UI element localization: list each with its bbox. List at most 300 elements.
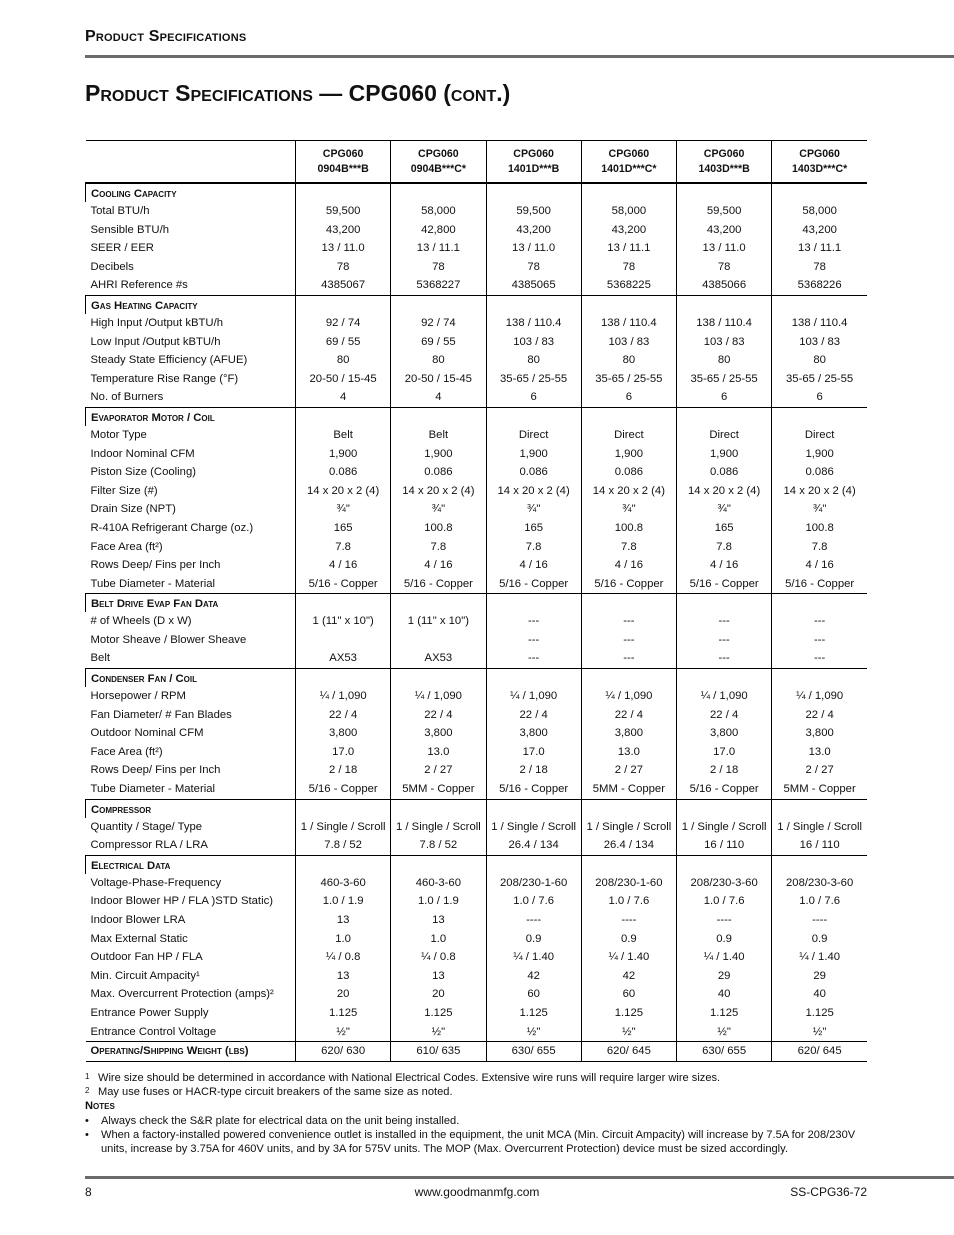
table-cell: 13 / 11.0 [677, 239, 772, 258]
row-label: Low Input /Output kBTU/h [90, 335, 221, 348]
row-label: Steady State Efficiency (AFUE) [90, 354, 248, 367]
section-gap-cell [677, 594, 772, 613]
table-cell: ¼ / 1.40 [772, 948, 867, 967]
table-cell: 1.0 / 7.6 [772, 892, 867, 911]
table-cell: 60 [581, 985, 676, 1004]
table-header-row [86, 141, 868, 184]
table-row [86, 649, 868, 668]
table-cell: ½" [486, 1023, 581, 1042]
section-gap-cell [486, 407, 581, 426]
section-header-row [86, 594, 868, 613]
table-cell: ¾" [391, 500, 486, 519]
row-label: Tube Diameter - Material [86, 780, 296, 799]
table-cell: 78 [296, 258, 391, 277]
section-gap-cell [677, 407, 772, 426]
table-cell: 80 [391, 351, 486, 370]
table-cell: ¼ / 1,090 [581, 687, 676, 706]
section-header-row [86, 295, 868, 314]
table-cell: --- [581, 631, 676, 650]
table-row [86, 519, 868, 538]
table-cell: --- [486, 612, 581, 631]
table-row [86, 1004, 868, 1023]
table-cell: 58,000 [391, 202, 486, 221]
table-cell: 1.0 [296, 930, 391, 949]
column-header-line: 1401D***C* [601, 162, 657, 175]
table-cell: 0.9 [486, 930, 581, 949]
table-cell: 0.086 [677, 463, 772, 482]
row-label: Fan Diameter/ # Fan Blades [90, 708, 232, 721]
table-cell: 35-65 / 25-55 [677, 370, 772, 389]
table-cell: 2 / 18 [296, 761, 391, 780]
table-cell: 3,800 [581, 724, 676, 743]
table-row [86, 370, 868, 389]
table-cell: 29 [677, 967, 772, 986]
footer-url[interactable]: www.goodmanmfg.com [414, 1185, 540, 1199]
table-cell: 4385065 [486, 276, 581, 295]
table-cell: 14 x 20 x 2 (4) [581, 482, 676, 501]
table-row [86, 687, 868, 706]
table-cell: 2 / 27 [391, 761, 486, 780]
table-row [86, 538, 868, 557]
table-row [86, 258, 868, 277]
table-cell: 1.0 / 7.6 [677, 892, 772, 911]
row-label: Max. Overcurrent Protection (amps)² [90, 988, 274, 1001]
table-cell: 1.125 [296, 1004, 391, 1023]
table-cell: 3,800 [772, 724, 867, 743]
table-cell: ¼ / 0.8 [391, 948, 486, 967]
note-text: Always check the S&R plate for electrical data on the unit being installed. [101, 1114, 460, 1127]
row-label: Motor Type [90, 428, 147, 441]
section-gap-cell [581, 183, 676, 202]
table-cell: 1 / Single / Scroll [391, 818, 486, 837]
section-gap-cell [296, 594, 391, 613]
table-cell: 29 [772, 967, 867, 986]
table-cell: 2 / 27 [581, 761, 676, 780]
table-cell: 14 x 20 x 2 (4) [391, 482, 486, 501]
row-label: Motor Sheave / Blower Sheave [90, 633, 247, 646]
table-cell: 1.0 [391, 930, 486, 949]
table-cell: 1.0 / 1.9 [391, 892, 486, 911]
table-cell: 138 / 110.4 [581, 314, 676, 333]
table-cell: ¼ / 1.40 [581, 948, 676, 967]
table-cell: 0.086 [581, 463, 676, 482]
section-title: Cooling Capacity [86, 183, 296, 202]
table-cell: 3,800 [391, 724, 486, 743]
table-cell: 69 / 55 [391, 333, 486, 352]
table-cell: --- [677, 649, 772, 668]
section-gap-cell [772, 669, 867, 688]
table-row [86, 631, 868, 650]
table-cell: 7.8 [486, 538, 581, 557]
section-gap-cell [772, 855, 867, 874]
table-row [86, 706, 868, 725]
column-header [296, 141, 391, 184]
table-cell: 14 x 20 x 2 (4) [772, 482, 867, 501]
table-cell: 1,900 [486, 445, 581, 464]
table-cell: 13.0 [581, 743, 676, 762]
table-cell: ¼ / 1,090 [772, 687, 867, 706]
column-header-line: 1403D***C* [791, 162, 848, 175]
table-cell: ---- [677, 911, 772, 930]
table-cell: 59,500 [486, 202, 581, 221]
table-cell: 103 / 83 [772, 333, 867, 352]
table-cell: 22 / 4 [486, 706, 581, 725]
table-cell: --- [772, 649, 867, 668]
table-cell: 13 [391, 967, 486, 986]
row-label: Total BTU/h [90, 205, 150, 217]
table-cell: 92 / 74 [391, 314, 486, 333]
section-title: Evaporator Motor / Coil [86, 407, 296, 426]
section-gap-cell [296, 799, 391, 818]
section-title: Condenser Fan / Coil [86, 669, 296, 688]
section-header-row [86, 799, 868, 818]
section-gap-cell [296, 407, 391, 426]
row-label: Operating/Shipping Weight (lbs) [86, 1042, 296, 1062]
table-cell: 43,200 [677, 221, 772, 240]
table-row [86, 276, 868, 295]
table-cell: 4 / 16 [391, 556, 486, 575]
table-cell: --- [581, 649, 676, 668]
table-cell: Direct [772, 426, 867, 445]
table-cell: 17.0 [296, 743, 391, 762]
table-cell: 5MM - Copper [581, 780, 676, 799]
weight-row [86, 1042, 868, 1062]
header-rule [85, 55, 954, 58]
footnotes [85, 1071, 875, 1156]
table-row [86, 351, 868, 370]
table-row [86, 780, 868, 799]
table-cell: 14 x 20 x 2 (4) [677, 482, 772, 501]
table-cell: 7.8 / 52 [391, 836, 486, 855]
table-cell: 7.8 [772, 538, 867, 557]
section-gap-cell [677, 669, 772, 688]
table-cell: 208/230-1-60 [486, 874, 581, 893]
table-row [86, 985, 868, 1004]
table-cell: --- [772, 631, 867, 650]
table-cell: 1,900 [677, 445, 772, 464]
table-cell: 208/230-1-60 [581, 874, 676, 893]
column-header [772, 141, 867, 184]
row-label: Outdoor Fan HP / FLA [90, 951, 203, 964]
section-gap-cell [772, 594, 867, 613]
table-cell: 7.8 [391, 538, 486, 557]
table-cell: ½" [296, 1023, 391, 1042]
table-row [86, 556, 868, 575]
table-cell: 1 / Single / Scroll [581, 818, 676, 837]
table-cell: 35-65 / 25-55 [772, 370, 867, 389]
table-cell: --- [677, 612, 772, 631]
table-cell: 3,800 [296, 724, 391, 743]
table-cell: 5368226 [772, 276, 867, 295]
table-cell: 1 / Single / Scroll [677, 818, 772, 837]
table-cell: 0.086 [772, 463, 867, 482]
table-cell: 2 / 27 [772, 761, 867, 780]
section-gap-cell [677, 183, 772, 202]
section-gap-cell [486, 183, 581, 202]
section-gap-cell [677, 855, 772, 874]
table-row [86, 500, 868, 519]
table-row [86, 426, 868, 445]
column-header-line: 0904B***B [317, 162, 369, 175]
table-cell: 42,800 [391, 221, 486, 240]
table-cell: 17.0 [677, 743, 772, 762]
section-gap-cell [677, 295, 772, 314]
section-gap-cell [391, 855, 486, 874]
table-cell: 7.8 [296, 538, 391, 557]
page-title: Product Specifications — CPG060 (cont.) [85, 80, 511, 106]
row-label: Entrance Control Voltage [86, 1023, 296, 1042]
table-cell: 630/ 655 [486, 1042, 581, 1062]
header-title: Product Specifications [85, 28, 247, 45]
table-cell: 20 [296, 985, 391, 1004]
table-cell: ½" [677, 1023, 772, 1042]
table-cell: 42 [581, 967, 676, 986]
section-gap-cell [391, 594, 486, 613]
table-cell: 13.0 [391, 743, 486, 762]
row-label: Temperature Rise Range (°F) [90, 372, 239, 385]
table-cell: 5/16 - Copper [296, 575, 391, 594]
table-cell: 14 x 20 x 2 (4) [486, 482, 581, 501]
table-row [86, 612, 868, 631]
table-cell: 103 / 83 [581, 333, 676, 352]
footnote [85, 1071, 875, 1085]
table-cell: Belt [296, 426, 391, 445]
column-header-line: 1403D***B [698, 162, 750, 175]
table-cell: ---- [581, 911, 676, 930]
table-cell: AX53 [391, 649, 486, 668]
section-header-row [86, 183, 868, 202]
section-title: Compressor [86, 799, 296, 818]
table-cell: 16 / 110 [772, 836, 867, 855]
table-cell: 4 / 16 [296, 556, 391, 575]
table-cell: 35-65 / 25-55 [581, 370, 676, 389]
table-cell: 13 / 11.0 [296, 239, 391, 258]
table-row [86, 202, 868, 221]
section-gap-cell [296, 183, 391, 202]
table-cell: 5/16 - Copper [581, 575, 676, 594]
section-gap-cell [391, 799, 486, 818]
row-label: Face Area (ft²) [90, 540, 163, 553]
table-cell: 80 [581, 351, 676, 370]
table-row [86, 836, 868, 855]
section-gap-cell [296, 295, 391, 314]
table-cell: 78 [677, 258, 772, 277]
row-label: No. of Burners [86, 388, 296, 407]
table-cell: 80 [772, 351, 867, 370]
section-gap-cell [581, 594, 676, 613]
row-label: Indoor Nominal CFM [90, 447, 195, 460]
table-cell: 69 / 55 [296, 333, 391, 352]
column-header-line: CPG060 [608, 147, 650, 160]
table-cell: 1,900 [391, 445, 486, 464]
column-header [581, 141, 676, 184]
table-cell: 208/230-3-60 [677, 874, 772, 893]
table-cell: 40 [772, 985, 867, 1004]
table-cell: 22 / 4 [677, 706, 772, 725]
table-cell: 22 / 4 [391, 706, 486, 725]
table-row [86, 930, 868, 949]
section-gap-cell [486, 669, 581, 688]
table-cell: 4385066 [677, 276, 772, 295]
table-cell: 4 [296, 388, 391, 407]
table-cell: ½" [391, 1023, 486, 1042]
table-cell: 103 / 83 [486, 333, 581, 352]
row-label: Tube Diameter - Material [86, 575, 296, 594]
table-cell: 620/ 630 [296, 1042, 391, 1062]
table-cell: 5/16 - Copper [486, 780, 581, 799]
table-cell: 78 [581, 258, 676, 277]
table-row [86, 1023, 868, 1042]
table-cell: 13 / 11.1 [581, 239, 676, 258]
section-gap-cell [391, 407, 486, 426]
table-cell: 0.086 [486, 463, 581, 482]
table-cell: 1.125 [581, 1004, 676, 1023]
table-cell: 165 [296, 519, 391, 538]
section-gap-cell [296, 855, 391, 874]
row-label: Indoor Blower HP / FLA )STD Static) [90, 895, 273, 908]
row-label: R-410A Refrigerant Charge (oz.) [90, 521, 254, 534]
section-gap-cell [581, 669, 676, 688]
row-label: Outdoor Nominal CFM [90, 727, 204, 740]
table-cell: 16 / 110 [677, 836, 772, 855]
section-gap-cell [486, 799, 581, 818]
row-label: Rows Deep/ Fins per Inch [90, 764, 221, 777]
table-cell: Direct [677, 426, 772, 445]
row-label: Belt [86, 649, 296, 668]
table-cell: 40 [677, 985, 772, 1004]
section-header-row [86, 407, 868, 426]
notes-title: Notes [85, 1100, 115, 1113]
section-gap-cell [772, 407, 867, 426]
column-header [391, 141, 486, 184]
column-header-line: CPG060 [418, 147, 459, 160]
table-cell: Belt [391, 426, 486, 445]
table-cell: 6 [772, 388, 867, 407]
table-cell: 0.086 [296, 463, 391, 482]
table-cell: 0.086 [391, 463, 486, 482]
table-cell: 620/ 645 [581, 1042, 676, 1062]
table-cell: 5MM - Copper [391, 780, 486, 799]
page-number: 8 [85, 1185, 92, 1199]
table-row [86, 724, 868, 743]
section-gap-cell [296, 669, 391, 688]
table-cell: 1,900 [581, 445, 676, 464]
note-item [85, 1114, 875, 1128]
table-cell: 80 [486, 351, 581, 370]
table-cell: 43,200 [581, 221, 676, 240]
row-label: Min. Circuit Ampacity¹ [90, 969, 200, 982]
table-cell: 5/16 - Copper [677, 575, 772, 594]
table-cell: 13 [391, 911, 486, 930]
table-row [86, 239, 868, 258]
table-cell: 2 / 18 [486, 761, 581, 780]
table-cell: 3,800 [486, 724, 581, 743]
table-cell: 80 [677, 351, 772, 370]
table-row [86, 575, 868, 594]
section-header-row [86, 669, 868, 688]
section-gap-cell [391, 669, 486, 688]
table-row [86, 388, 868, 407]
table-cell: 43,200 [486, 221, 581, 240]
section-gap-cell [772, 295, 867, 314]
table-cell: 0.9 [677, 930, 772, 949]
row-label: High Input /Output kBTU/h [90, 316, 223, 329]
table-cell: ¾" [581, 500, 676, 519]
column-header-line: CPG060 [513, 147, 554, 160]
table-cell: 80 [296, 351, 391, 370]
row-label: Entrance Power Supply [90, 1006, 209, 1019]
table-cell: 43,200 [296, 221, 391, 240]
table-cell: ¼ / 0.8 [296, 948, 391, 967]
table-cell: 1.125 [677, 1004, 772, 1023]
table-cell: ¼ / 1,090 [296, 687, 391, 706]
table-cell: 13 / 11.1 [772, 239, 867, 258]
table-cell: 35-65 / 25-55 [486, 370, 581, 389]
row-label: Max External Static [90, 932, 188, 945]
row-label: Decibels [90, 260, 134, 273]
column-header [486, 141, 581, 184]
table-cell: ¼ / 1,090 [677, 687, 772, 706]
table-row [86, 333, 868, 352]
row-label: Voltage-Phase-Frequency [90, 876, 222, 889]
table-cell: --- [486, 649, 581, 668]
table-cell: 5368225 [581, 276, 676, 295]
table-cell: 1,900 [772, 445, 867, 464]
table-cell: 60 [486, 985, 581, 1004]
table-cell: 138 / 110.4 [486, 314, 581, 333]
table-cell: 22 / 4 [772, 706, 867, 725]
row-label: Compressor RLA / LRA [86, 836, 296, 855]
row-label: # of Wheels (D x W) [90, 615, 192, 628]
table-cell: 58,000 [772, 202, 867, 221]
table-cell: 208/230-3-60 [772, 874, 867, 893]
row-label: Quantity / Stage/ Type [90, 820, 203, 833]
table-cell: ¼ / 1.40 [677, 948, 772, 967]
table-cell: 42 [486, 967, 581, 986]
note-text: When a factory-installed powered convenience outlet is installed in the equipment, the unit MCA (Min. Circuit Ampacity) will increase by 7.5A for 208/230V units, increase by 3.75A for 460V units, and by 3A for 575V units. The MOP (Max. Overcurrent Protection) device must be sized accordingly. [101, 1128, 856, 1156]
table-cell [391, 631, 486, 650]
table-cell: 5/16 - Copper [391, 575, 486, 594]
table-cell: 1.0 / 1.9 [296, 892, 391, 911]
table-cell: 78 [772, 258, 867, 277]
row-label: Piston Size (Cooling) [90, 466, 196, 479]
table-cell: 3,800 [677, 724, 772, 743]
column-header-line: CPG060 [799, 147, 840, 160]
table-cell: ¾" [772, 500, 867, 519]
table-cell [296, 631, 391, 650]
table-cell: 13 / 11.0 [486, 239, 581, 258]
table-row [86, 482, 868, 501]
section-gap-cell [391, 183, 486, 202]
table-cell: 4 / 16 [581, 556, 676, 575]
section-gap-cell [391, 295, 486, 314]
table-cell: 1.0 / 7.6 [581, 892, 676, 911]
table-cell: ---- [772, 911, 867, 930]
section-gap-cell [772, 183, 867, 202]
table-cell: 5/16 - Copper [296, 780, 391, 799]
table-row [86, 221, 868, 240]
table-cell: --- [581, 612, 676, 631]
table-cell: 0.9 [772, 930, 867, 949]
footnote-text: May use fuses or HACR-type circuit breakers of the same size as noted. [98, 1086, 453, 1099]
table-row [86, 818, 868, 837]
header-blank-cell [86, 141, 296, 184]
table-cell: 4385067 [296, 276, 391, 295]
doc-id: SS-CPG36-72 [790, 1185, 867, 1199]
table-row [86, 445, 868, 464]
bullet-icon: • [85, 1114, 89, 1127]
table-cell: 20 [391, 985, 486, 1004]
